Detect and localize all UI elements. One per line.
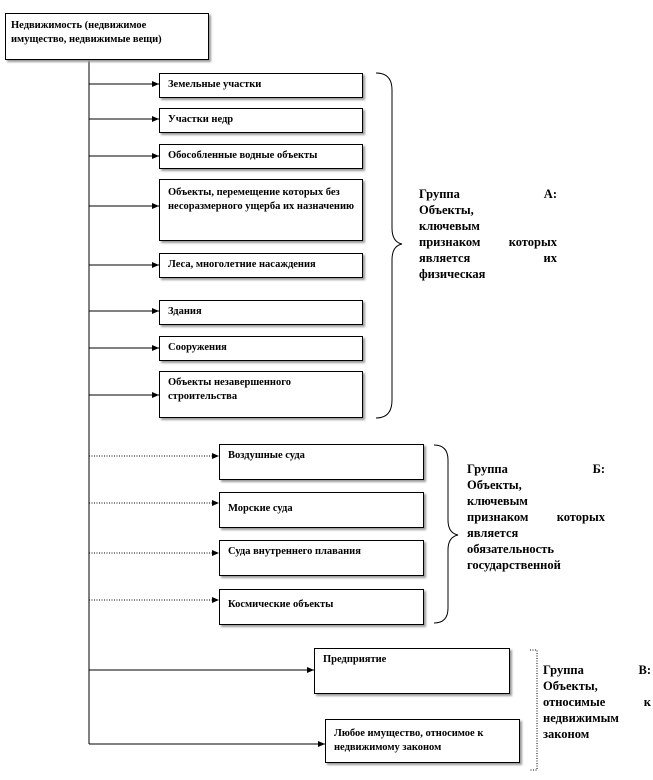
group-a-item-8: Объекты незавершенного строительства bbox=[159, 371, 363, 418]
group-a-item-3: Обособленные водные объекты bbox=[159, 144, 363, 169]
group-a-item-6: Здания bbox=[159, 300, 363, 325]
group-c-label: Группа В: Объекты, относимые к недвижимым законом bbox=[543, 663, 651, 741]
group-a-label: Группа А: Объекты, ключевым признаком которых является их физическая bbox=[419, 187, 557, 281]
group-a-item-5: Леса, многолетние насаждения bbox=[159, 253, 363, 278]
group-a-item-7: Сооружения bbox=[159, 336, 363, 361]
group-c-item-1: Предприятие bbox=[314, 648, 510, 694]
group-b-item-2: Морские суда bbox=[219, 492, 424, 528]
brace-c bbox=[530, 650, 537, 770]
brace-b bbox=[434, 445, 458, 623]
root-label: Недвижимость (недвижимое имущество, недвижимые вещи) bbox=[11, 20, 162, 45]
group-b-item-1: Воздушные суда bbox=[219, 444, 424, 480]
brace-a bbox=[376, 73, 402, 418]
root-box bbox=[5, 13, 209, 60]
group-a-item-4: Объекты, перемещение которых без несоразмерного ущерба их назначению bbox=[159, 179, 363, 241]
group-a-item-1: Земельные участки bbox=[159, 73, 363, 98]
group-b-item-3: Суда внутреннего плавания bbox=[219, 540, 424, 576]
group-b-label: Группа Б: Объекты, ключевым признаком которых является обязательность государственной bbox=[467, 462, 605, 572]
group-b-item-4: Космические объекты bbox=[219, 589, 424, 625]
group-c-item-2: Любое имущество, относимое к недвижимому законом bbox=[325, 719, 520, 763]
group-a-item-2: Участки недр bbox=[159, 108, 363, 133]
